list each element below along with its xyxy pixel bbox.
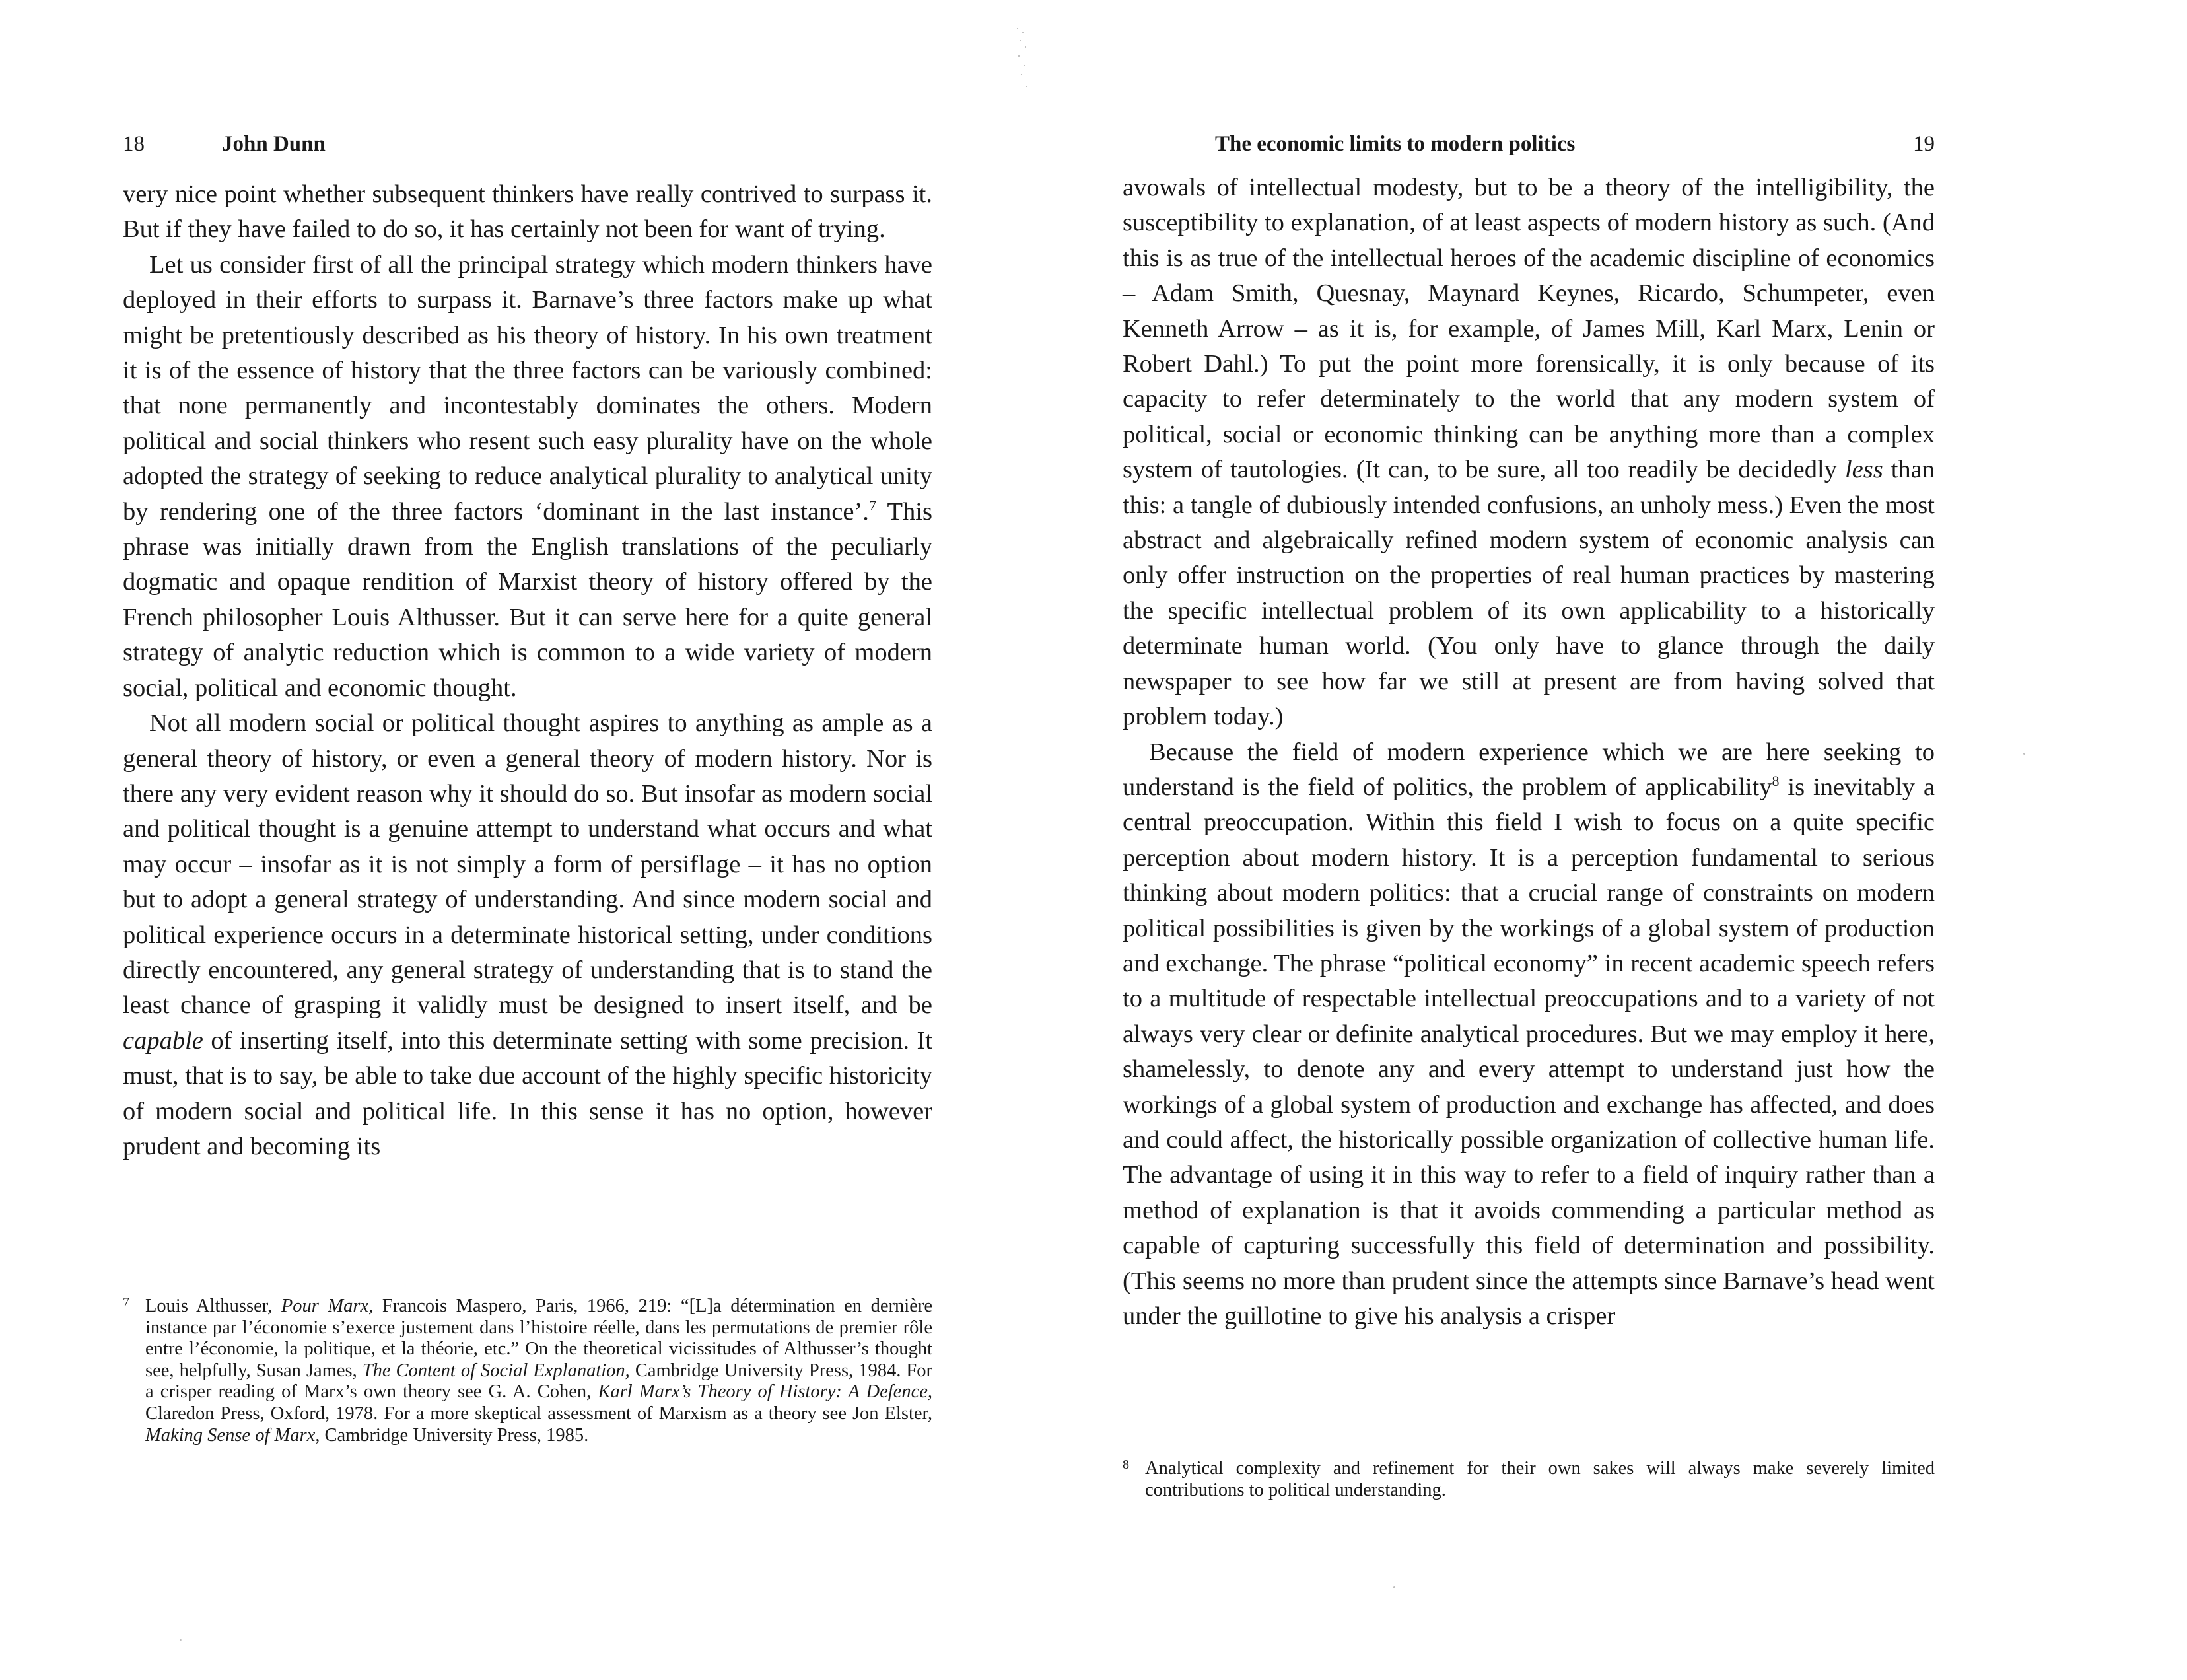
left-page-number: 18 [123, 132, 145, 156]
scan-speck [1393, 1586, 1395, 1588]
footnote-ref-8: 8 [1772, 772, 1780, 789]
left-running-head-author: John Dunn [222, 132, 326, 156]
scan-artifact [1014, 26, 1030, 99]
scan-speck [2023, 753, 2025, 755]
left-paragraph-3: Not all modern social or political thought aspires to anything as ample as a general theory of history, or even a general theory of modern history. Nor is there any very evident reason why it should do so. But insofar as modern social and political thought is a genuine attempt to understand what occurs and what may occur – insofar as it is not simply a form of persiflage – it has no option but to adopt a general strategy of understanding. And since modern social and political experience occurs in a determinate historical setting, under conditions directly encountered, any general strategy of understanding that is to stand the least chance of grasping it validly must be designed to insert itself, and be capable of inserting itself, into this determinate setting with some precision. It must, that is to say, be able to take due account of the highly specific historicity of modern social and political life. In this sense it has no option, however prudent and becoming its [123, 709, 932, 1160]
scan-speck [180, 1639, 182, 1641]
right-footnotes [1123, 1458, 1935, 1501]
right-body-text [1123, 170, 1935, 1334]
footnote-mark-8: 8 [1123, 1457, 1129, 1472]
left-running-head [123, 132, 932, 165]
left-paragraph-2: Let us consider first of all the principal strategy which modern thinkers have deployed in their efforts to surpass it. Barnave’s three factors make up what might be pretentiously described as his theory of history. In his own treatment it is of the essence of history that the three factors can be variously combined: that none permanently and incontestably dominates the others. Modern political and social thinkers who resent such easy plurality have on the whole adopted the strategy of seeking to reduce analytical plurality to analytical unity by rendering one of the three factors ‘dominant in the last instance’.$^7$ This phrase was initially drawn from the English translations of the peculiarly dogmatic and opaque rendition of Marxist theory of history offered by the French philosopher Louis Althusser. But it can serve here for a quite general strategy of analytic reduction which is common to a wide variety of modern social, political and economic thought. [123, 250, 932, 702]
right-paragraph-1: avowals of intellectual modesty, but to be a theory of the intelligibility, the susceptibility to explanation, of at least aspects of modern history as such. (And this is as true of the intellectual heroes of the academic discipline of economics – Adam Smith, Quesnay, Maynard Keynes, Ricardo, Schumpeter, even Kenneth Arrow – as it is, for example, of James Mill, Karl Marx, Lenin or Robert Dahl.) To put the point more forensically, it is only because of its capacity to refer determinately to the world that any modern system of political, social or economic thinking can be anything more than a complex system of tautologies. (It can, to be sure, all too readily be decidedly less than this: a tangle of dubiously intended confusions, an unholy mess.) Even the most abstract and algebraically refined modern system of economic analysis can only offer instruction on the properties of real human practices by mastering the specific intellectual problem of its own applicability to a historically determinate human world. (You only have to glance through the daily newspaper to see how far we still at present are from having solved that problem today.) [1123, 174, 1935, 731]
left-paragraph-1: very nice point whether subsequent thinkers have really contrived to surpass it. But if they have failed to do so, it has certainly not been for want of trying. [123, 180, 932, 244]
left-body-text [123, 177, 932, 1164]
footnote-ref-7: 7 [868, 497, 876, 514]
footnote-mark-7: 7 [123, 1295, 129, 1310]
right-paragraph-2: Because the field of modern experience which we are here seeking to understand is the field of politics, the problem of applicability$^8$ is inevitably a central preoccupation. Within this field I wish to focus on a quite specific perception about modern history. It is a perception fundamental to serious thinking about modern politics: that a crucial range of constraints on modern political possibilities is given by the workings of a global system of production and exchange. The phrase “political economy” in recent academic speech refers to a multitude of respectable intellectual preoccupations and to a variety of not always very clear or definite analytical procedures. But we may employ it here, shamelessly, to denote any and every attempt to understand just how the workings of a global system of production and exchange has affected, and does and could affect, the historically possible organization of collective human life. The advantage of using it in this way to refer to a field of inquiry rather than a method of explanation is that it avoids commending a particular method as capable of capturing successfully this field of determination and possibility. (This seems no more than prudent since the attempts since Barnave’s head went under the guillotine to give his analysis a crisper [1123, 738, 1935, 1330]
footnote-8: 8 Analytical complexity and refinement for their own sakes will always make severely limited contributions to political understanding. [1123, 1458, 1935, 1501]
footnote-7: 7 Louis Althusser, Pour Marx, Francois Maspero, Paris, 1966, 219: “[L]a détermination en dernière instance par l’économie s’exerce justement dans l’histoire réelle, dans les permutations de premier rôle entre l’économie, la politique, et la théorie, etc.” On the theoretical vicissitudes of Althusser’s thought see, helpfully, Susan James, The Content of Social Explanation, Cambridge University Press, 1984. For a crisper reading of Marx’s own theory see G. A. Cohen, Karl Marx’s Theory of History: A Defence, Claredon Press, Oxford, 1978. For a more skeptical assessment of Marxism as a theory see Jon Elster, Making Sense of Marx, Cambridge University Press, 1985. [123, 1296, 932, 1446]
right-running-head [1123, 132, 1935, 165]
left-footnotes [123, 1296, 932, 1446]
right-running-head-chapter: The economic limits to modern politics [1215, 132, 1576, 156]
right-page-number: 19 [1913, 132, 1935, 156]
